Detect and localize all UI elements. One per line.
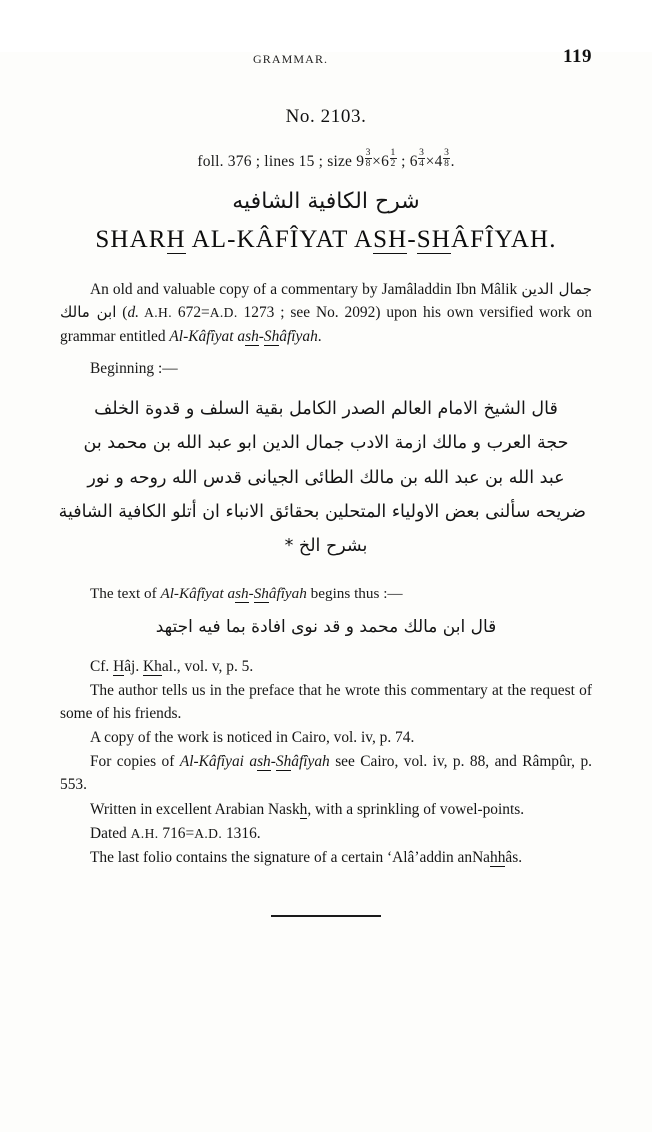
section-divider (271, 915, 381, 917)
text-begins-title-3: âfîyah (268, 584, 307, 602)
signature-note (60, 846, 592, 869)
size-4-whole: 4 (434, 153, 443, 171)
title-part-1: SHAR (95, 226, 167, 254)
description-block (60, 278, 592, 348)
text-begins-suffix: begins thus :— (306, 584, 403, 602)
times-2: × (425, 153, 435, 171)
text-begins-sh-2: Sh (253, 584, 269, 602)
collation-period: . (450, 153, 455, 171)
desc-work-title-1: Al-Kâfîyat a (169, 327, 246, 345)
title-h-underdot: H (166, 226, 186, 254)
date-mid: 716= (158, 824, 195, 842)
title-sh-underline-2: SH (416, 226, 451, 254)
title-sh-underline-1: SH (373, 226, 408, 254)
collation-line (60, 148, 592, 171)
cf-haj-h: H (113, 657, 125, 675)
cf-prefix: Cf. (90, 657, 114, 675)
desc-ad: A.D. (209, 305, 238, 321)
script-suffix: , with a sprinkling of vowel-points. (307, 800, 525, 818)
copies-title-3: âfîyah (291, 753, 330, 771)
desc-text-a: An old and valuable copy of a commentary by Jamâladdin Ibn Mâlik (90, 281, 522, 299)
desc-period: . (317, 327, 322, 345)
desc-work-title-2: - (258, 327, 264, 345)
times-1: × (372, 153, 382, 171)
script-prefix: Written in excellent Arabian Nask (90, 800, 300, 818)
desc-text-e: 1273 ; see No. 2092) upon his own versified work on grammar entitled (60, 304, 592, 345)
document-page (0, 46, 652, 1132)
cairo-copy-note: A copy of the work is noticed in Cairo, vol. iv, p. 74. (90, 729, 415, 747)
page-title (60, 226, 592, 254)
copies-title-1: Al-Kâfîyai a (179, 753, 258, 771)
cf-mid: âj. (124, 657, 144, 675)
size-1-whole: 9 (356, 153, 365, 171)
copies-prefix: For copies of (90, 753, 180, 771)
signature-text-a: The last folio contains the signature of a certain ‘Alâ’addin an (90, 848, 473, 866)
entry-number: No. 2103. (285, 106, 367, 127)
signature-hh: hh (490, 848, 506, 866)
title-part-2: AL-KÂFÎYAT A (185, 226, 374, 254)
desc-work-title-3: âfîyah (279, 327, 318, 345)
size-2-fraction: $\frac{1}{2}$ (390, 147, 396, 169)
script-note (60, 798, 592, 821)
copies-sh-2: Sh (275, 753, 292, 771)
author-name-arabic: جمال الدين ابن مالك (60, 280, 592, 322)
description-paragraph (60, 278, 592, 348)
desc-text-c: 672= (172, 304, 210, 322)
copies-title-2: - (270, 753, 276, 771)
signature-text-b: Na (472, 848, 491, 866)
text-begins-note (60, 585, 592, 603)
script-kh: h (299, 800, 308, 818)
arabic-incipit-line: ضريحه سألنى بعض الاولياء المتحلين بحقائق الانباء ان أتلو الكافية الشافية (58, 501, 586, 522)
date-suffix: 1316. (222, 824, 261, 842)
size-3-whole: 6 (409, 153, 418, 171)
collation-semicolon: ; (397, 153, 410, 171)
date-prefix: Dated (90, 824, 131, 842)
desc-work-sh-2: Sh (263, 327, 280, 345)
text-begins-title-2: - (248, 584, 254, 602)
date-ad: A.D. (194, 825, 223, 841)
arabic-incipit-line: حجة العرب و مالك ازمة الادب جمال الدين ابو عبد الله بن محمد بن (83, 433, 569, 454)
signature-text-c: âs. (505, 848, 523, 866)
reference-note (60, 655, 592, 678)
arabic-incipit-block (58, 392, 586, 563)
desc-ah: A.H. (138, 305, 173, 321)
arabic-text-incipit: قال ابن مالك محمد و قد نوى افادة بما فيه اجتهد (155, 616, 497, 637)
copies-suffix: see Cairo, vol. iv, p. 88, and Râmpûr, p. 553. (60, 753, 593, 794)
desc-work-sh-1: sh (245, 327, 259, 345)
running-head: GRAMMAR. (253, 52, 329, 66)
cf-kh: Kh (143, 657, 162, 675)
arabic-incipit-line: بشرح الخ * (284, 535, 368, 556)
desc-text-b: ( (116, 304, 128, 322)
size-3-fraction: $\frac{3}{4}$ (419, 147, 425, 169)
size-1-fraction: $\frac{3}{8}$ (365, 147, 371, 169)
arabic-title: شرح الكافية الشافيه (232, 189, 420, 215)
page-header (60, 46, 592, 92)
text-begins-prefix: The text of (90, 584, 161, 602)
beginning-label: Beginning :— (90, 360, 178, 378)
size-4-fraction: $\frac{3}{8}$ (444, 147, 450, 169)
arabic-incipit-line: عبد الله بن عبد الله بن مالك الطائى الجيانى قدس الله روحه و نور (87, 467, 565, 488)
collation-prefix: foll. 376 ; lines 15 ; size (197, 153, 357, 171)
text-begins-title-1: Al-Kâfîyat a (160, 584, 236, 602)
preface-note: The author tells us in the preface that he wrote this commentary at the request of some of his friends. (60, 682, 592, 723)
size-2-whole: 6 (381, 153, 390, 171)
text-begins-sh-1: sh (235, 584, 249, 602)
desc-d-abbrev: d. (127, 304, 139, 322)
date-note (60, 822, 592, 845)
title-part-4: ÂFÎYAH. (450, 226, 557, 254)
arabic-incipit-line: قال الشيخ الامام العالم الصدر الكامل بقية السلف و قدوة الخلف (94, 399, 558, 420)
copies-sh-1: sh (257, 753, 271, 771)
other-copies-note (60, 750, 592, 796)
date-ah: A.H. (130, 825, 159, 841)
page-number: 119 (563, 46, 592, 67)
notes-block (60, 655, 592, 869)
title-part-3: - (407, 226, 417, 254)
cf-rest: al., vol. v, p. 5. (161, 657, 254, 675)
